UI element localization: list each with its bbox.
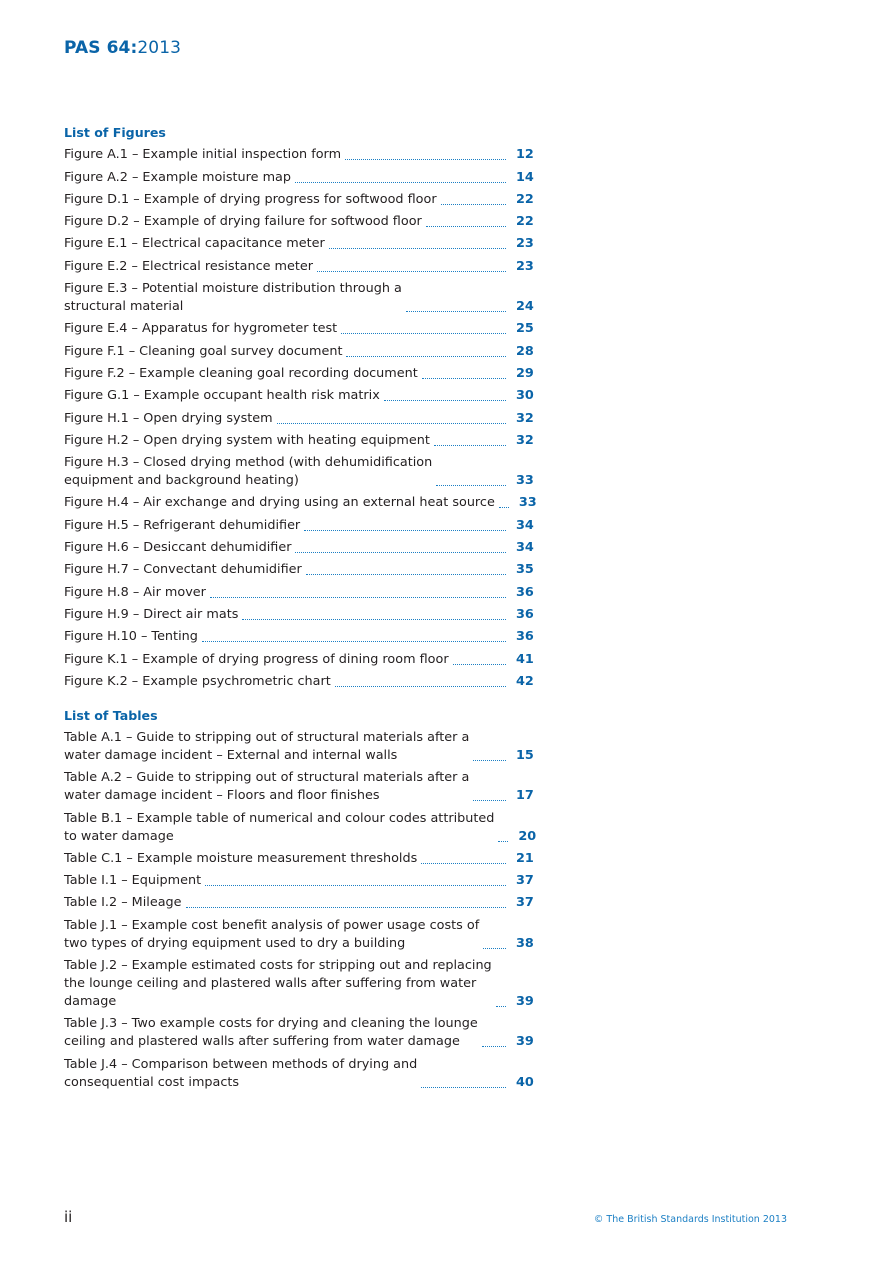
table-entry[interactable] [64,894,532,912]
page-reference: 33 [518,495,537,511]
title-line: Figure H.9 – Direct air mats [64,606,239,622]
title-line: Figure H.4 – Air exchange and drying using an external heat source [64,495,495,511]
title-line: Table C.1 – Example moisture measurement thresholds [64,850,418,866]
title-line: structural material [64,299,184,315]
page-reference: 37 [516,895,534,911]
page-reference: 29 [516,365,534,381]
figure-entry[interactable] [64,673,532,691]
table-entry[interactable] [64,1015,532,1051]
leader-dots [384,400,506,401]
title-line: Figure H.3 – Closed drying method (with dehumidification [64,455,433,471]
leader-dots [483,948,506,949]
table-entry-title [64,729,469,765]
figures-list [64,146,537,691]
leader-dots [295,552,506,553]
tables-heading: List of Tables [64,707,158,723]
leader-dots [482,1046,506,1047]
title-line: Figure E.2 – Electrical resistance meter [64,258,314,274]
figure-entry[interactable] [64,235,532,253]
title-line: damage [64,994,117,1009]
title-line: Figure E.1 – Electrical capacitance meter [64,236,325,252]
title-line: two types of drying equipment used to dry a building [64,935,406,951]
table-entry-title [64,769,469,805]
leader-dots [426,226,506,227]
leader-dots [304,530,506,531]
title-line: Figure H.7 – Convectant dehumidifier [64,562,302,578]
page-reference: 23 [516,236,534,252]
figure-entry[interactable] [64,454,532,490]
leader-dots [242,619,506,620]
page-reference: 37 [516,873,534,889]
title-line: Figure F.1 – Cleaning goal survey document [64,343,343,359]
leader-dots [436,485,506,486]
leader-dots [186,907,506,908]
figure-entry-title [64,320,337,338]
leader-dots [346,356,506,357]
title-line: Figure H.8 – Air mover [64,584,206,600]
figure-entry[interactable] [64,651,532,669]
leader-dots [210,597,506,598]
figure-entry[interactable] [64,517,532,535]
table-entry[interactable] [64,872,532,890]
leader-dots [406,311,506,312]
page-reference: 15 [516,747,534,763]
title-line: Figure E.4 – Apparatus for hygrometer test [64,321,338,337]
figure-entry-title [64,494,495,512]
figure-entry-title [64,280,402,316]
title-line: Figure H.6 – Desiccant dehumidifier [64,540,292,556]
title-line: water damage incident – External and internal walls [64,747,398,763]
page-reference: 20 [518,828,537,844]
table-entry[interactable] [64,810,537,846]
leader-dots [499,507,509,508]
title-line: Figure A.2 – Example moisture map [64,169,291,185]
doc-code: PAS 64: [64,38,138,58]
table-entry-title [64,872,201,890]
title-line: ceiling and plastered walls after suffering from water damage [64,1034,460,1050]
figure-entry-title [64,673,331,691]
leader-dots [345,159,506,160]
page-reference: 34 [516,517,534,533]
page-reference: 36 [516,606,534,622]
page-reference: 35 [516,562,534,578]
title-line: water damage incident – Floors and floor finishes [64,788,380,804]
title-line: Table J.2 – Example estimated costs for stripping out and replacing [64,958,492,973]
page-reference: 36 [516,629,534,645]
figure-entry[interactable] [64,410,532,428]
figure-entry-title [64,410,273,428]
figure-entry-title [64,169,291,187]
table-entry-title [64,1015,478,1051]
figure-entry-title [64,606,238,624]
title-line: consequential cost impacts [64,1074,240,1090]
figure-entry-title [64,651,449,669]
page-reference: 39 [516,994,534,1009]
title-line: Table A.2 – Guide to stripping out of structural materials after a [64,770,470,786]
page-reference: 36 [516,584,534,600]
figure-entry[interactable] [64,191,532,209]
figure-entry-title [64,235,325,253]
title-line: Figure D.1 – Example of drying progress for softwood floor [64,191,437,207]
page-reference: 14 [516,169,534,185]
page-number: ii [64,1208,73,1226]
figure-entry[interactable] [64,494,537,512]
page-reference: 23 [516,258,534,274]
page-reference: 34 [516,540,534,556]
tables-list [64,729,537,1092]
leader-dots [498,841,508,842]
table-of-contents [64,124,537,1096]
figure-entry[interactable] [64,146,532,164]
figure-entry[interactable] [64,606,532,624]
table-entry[interactable] [64,769,532,805]
page-reference: 22 [516,191,534,207]
figure-entry[interactable] [64,320,532,338]
table-entry[interactable] [64,1056,532,1092]
leader-dots [306,574,506,575]
title-line: to water damage [64,828,174,844]
leader-dots [421,863,506,864]
page-reference: 32 [516,432,534,448]
figure-entry-title [64,365,418,383]
title-line: equipment and background heating) [64,473,299,489]
table-entry[interactable] [64,957,532,1011]
figure-entry[interactable] [64,584,532,602]
title-line: the lounge ceiling and plastered walls after suffering from water [64,976,477,991]
figures-heading: List of Figures [64,125,166,140]
figure-entry[interactable] [64,628,532,646]
leader-dots [341,333,506,334]
leader-dots [453,664,506,665]
title-line: Figure F.2 – Example cleaning goal recording document [64,365,418,381]
title-line: Figure G.1 – Example occupant health risk matrix [64,388,380,404]
page-reference: 30 [516,388,534,404]
figure-entry-title [64,628,198,646]
figure-entry-title [64,539,291,557]
title-line: Figure K.1 – Example of drying progress of dining room floor [64,651,449,667]
leader-dots [277,423,506,424]
document-header [64,38,181,58]
leader-dots [335,686,506,687]
page-reference: 33 [516,473,534,489]
leader-dots [295,182,506,183]
leader-dots [434,445,506,446]
title-line: Figure K.2 – Example psychrometric chart [64,673,331,689]
page-reference: 17 [516,788,534,804]
leader-dots [441,204,506,205]
title-line: Figure A.1 – Example initial inspection form [64,147,342,163]
title-line: Figure H.5 – Refrigerant dehumidifier [64,517,301,533]
table-entry-title [64,957,492,1011]
figure-entry[interactable] [64,432,532,450]
figure-entry[interactable] [64,258,532,276]
title-line: Table I.1 – Equipment [64,873,202,889]
title-line: Table J.3 – Two example costs for drying and cleaning the lounge [64,1016,478,1032]
title-line: Figure E.3 – Potential moisture distribution through a [64,281,402,297]
title-line: Table A.1 – Guide to stripping out of structural materials after a [64,729,470,745]
figure-entry[interactable] [64,213,532,231]
figure-entry-title [64,191,437,209]
page-reference: 12 [516,147,534,163]
figure-entry[interactable] [64,387,532,405]
table-entry-title [64,1056,417,1092]
title-line: Figure H.10 – Tenting [64,629,198,645]
doc-year: 2013 [137,38,182,58]
figure-entry[interactable] [64,365,532,383]
table-entry[interactable] [64,917,532,953]
figure-entry-title [64,258,313,276]
section-gap [64,695,532,707]
table-entry-title [64,810,494,846]
page-reference: 28 [516,343,534,359]
figure-entry-title [64,517,300,535]
page-reference: 25 [516,321,534,337]
page-reference: 42 [516,673,534,689]
title-line: Table J.4 – Comparison between methods of drying and [64,1056,418,1072]
page-reference: 41 [516,651,534,667]
leader-dots [421,1087,506,1088]
table-entry-title [64,894,182,912]
leader-dots [422,378,506,379]
figure-entry-title [64,454,432,490]
figure-entry[interactable] [64,561,532,579]
leader-dots [496,1006,506,1007]
table-entry-title [64,917,479,953]
figure-entry[interactable] [64,280,532,316]
leader-dots [317,271,506,272]
page-reference: 24 [516,299,534,315]
figure-entry[interactable] [64,343,532,361]
table-entry[interactable] [64,729,532,765]
figure-entry[interactable] [64,169,532,187]
figure-entry-title [64,146,341,164]
title-line: Table I.2 – Mileage [64,895,182,911]
figure-entry-title [64,387,380,405]
leader-dots [473,800,506,801]
copyright-notice: © The British Standards Institution 2013 [593,1214,787,1225]
table-entry-title [64,850,417,868]
page-reference: 21 [516,850,534,866]
leader-dots [473,760,506,761]
figure-entry-title [64,584,206,602]
title-line: Table B.1 – Example table of numerical and colour codes attributed [64,810,495,826]
title-line: Table J.1 – Example cost benefit analysis of power usage costs of [64,917,480,933]
figure-entry[interactable] [64,539,532,557]
title-line: Figure H.2 – Open drying system with heating equipment [64,432,430,448]
leader-dots [205,885,506,886]
figure-entry-title [64,343,342,361]
figure-entry-title [64,432,430,450]
leader-dots [329,248,506,249]
leader-dots [202,641,506,642]
page-reference: 40 [516,1074,534,1090]
page-reference: 38 [516,935,534,951]
page-reference: 22 [516,214,534,230]
figure-entry-title [64,213,422,231]
page-reference: 39 [516,1034,534,1050]
title-line: Figure D.2 – Example of drying failure for softwood floor [64,214,422,230]
title-line: Figure H.1 – Open drying system [64,410,273,426]
figure-entry-title [64,561,302,579]
table-entry[interactable] [64,850,532,868]
page-reference: 32 [516,410,534,426]
